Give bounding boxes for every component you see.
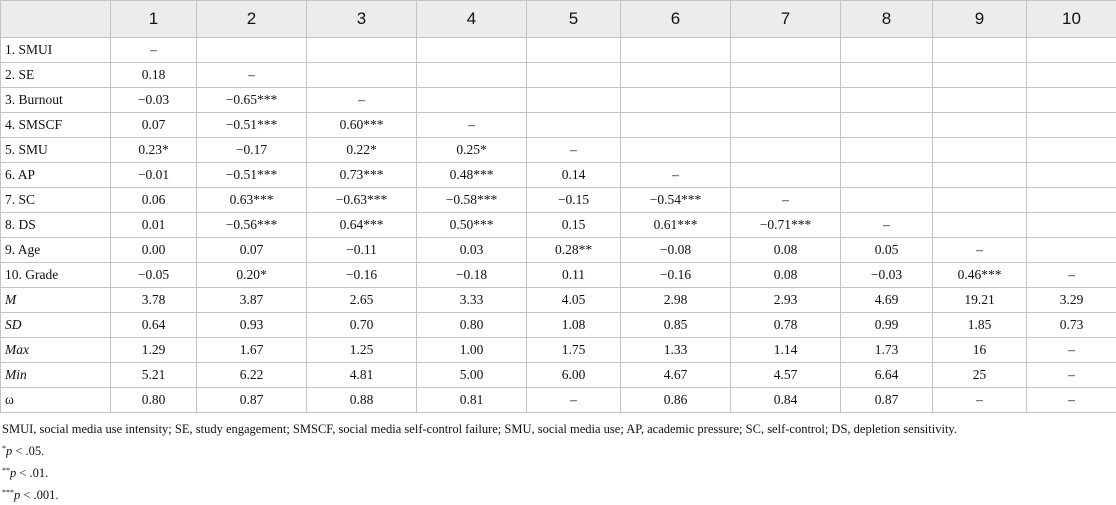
table-cell: 0.88 bbox=[307, 388, 417, 413]
table-cell: 5.00 bbox=[417, 363, 527, 388]
threshold: < .05. bbox=[12, 444, 44, 458]
table-cell bbox=[933, 38, 1027, 63]
table-cell: 1.73 bbox=[841, 338, 933, 363]
table-cell bbox=[1027, 138, 1116, 163]
row-label: 9. Age bbox=[1, 238, 111, 263]
stars: *** bbox=[2, 488, 14, 497]
table-cell bbox=[731, 163, 841, 188]
significance-note-001 bbox=[2, 483, 1116, 505]
table-cell: 1.25 bbox=[307, 338, 417, 363]
row-label: Max bbox=[1, 338, 111, 363]
table-cell: – bbox=[1027, 338, 1116, 363]
table-cell: −0.05 bbox=[111, 263, 197, 288]
table-cell: −0.16 bbox=[621, 263, 731, 288]
table-cell bbox=[621, 63, 731, 88]
table-cell: 1.29 bbox=[111, 338, 197, 363]
table-cell bbox=[417, 38, 527, 63]
header-cell: 8 bbox=[841, 1, 933, 38]
table-cell: 2.65 bbox=[307, 288, 417, 313]
table-cell: 1.00 bbox=[417, 338, 527, 363]
table-cell bbox=[1027, 163, 1116, 188]
table-cell: 0.73 bbox=[1027, 313, 1116, 338]
table-cell: 4.67 bbox=[621, 363, 731, 388]
table-cell: 4.05 bbox=[527, 288, 621, 313]
table-cell bbox=[417, 88, 527, 113]
row-label: ω bbox=[1, 388, 111, 413]
table-cell bbox=[1027, 88, 1116, 113]
table-cell: −0.56*** bbox=[197, 213, 307, 238]
table-cell: – bbox=[527, 388, 621, 413]
table-cell: −0.15 bbox=[527, 188, 621, 213]
table-cell: −0.16 bbox=[307, 263, 417, 288]
table-cell: 16 bbox=[933, 338, 1027, 363]
table-cell bbox=[1027, 38, 1116, 63]
table-cell: −0.11 bbox=[307, 238, 417, 263]
table-cell: 0.93 bbox=[197, 313, 307, 338]
table-cell bbox=[307, 63, 417, 88]
table-cell: 4.57 bbox=[731, 363, 841, 388]
table-cell: – bbox=[417, 113, 527, 138]
table-cell: 6.22 bbox=[197, 363, 307, 388]
table-cell bbox=[197, 38, 307, 63]
table-row bbox=[1, 188, 1116, 213]
table-cell: 0.46*** bbox=[933, 263, 1027, 288]
table-cell bbox=[933, 63, 1027, 88]
table-cell bbox=[621, 38, 731, 63]
table-cell: 1.85 bbox=[933, 313, 1027, 338]
table-cell: 0.81 bbox=[417, 388, 527, 413]
table-cell bbox=[731, 38, 841, 63]
row-label: 4. SMSCF bbox=[1, 113, 111, 138]
table-cell: – bbox=[1027, 263, 1116, 288]
table-cell: – bbox=[111, 38, 197, 63]
table-cell: 0.70 bbox=[307, 313, 417, 338]
table-row bbox=[1, 138, 1116, 163]
table-cell: 0.08 bbox=[731, 238, 841, 263]
table-row bbox=[1, 288, 1116, 313]
p-symbol: p bbox=[10, 466, 16, 480]
table-cell: −0.03 bbox=[111, 88, 197, 113]
table-cell: 0.00 bbox=[111, 238, 197, 263]
table-cell: −0.58*** bbox=[417, 188, 527, 213]
table-cell bbox=[933, 113, 1027, 138]
significance-note-05 bbox=[2, 439, 1116, 461]
table-cell: 0.64*** bbox=[307, 213, 417, 238]
table-cell bbox=[417, 63, 527, 88]
table-cell bbox=[527, 38, 621, 63]
table-cell: 0.78 bbox=[731, 313, 841, 338]
table-cell: 2.93 bbox=[731, 288, 841, 313]
table-cell: 3.29 bbox=[1027, 288, 1116, 313]
table-header bbox=[1, 1, 1116, 38]
stars: ** bbox=[2, 466, 10, 475]
table-cell: −0.54*** bbox=[621, 188, 731, 213]
table-cell bbox=[621, 138, 731, 163]
table-cell: 0.99 bbox=[841, 313, 933, 338]
table-cell: – bbox=[197, 63, 307, 88]
table-row bbox=[1, 63, 1116, 88]
table-cell: 3.33 bbox=[417, 288, 527, 313]
table-row bbox=[1, 313, 1116, 338]
table-cell: 0.61*** bbox=[621, 213, 731, 238]
header-cell bbox=[1, 1, 111, 38]
table-cell bbox=[933, 138, 1027, 163]
table-cell: 19.21 bbox=[933, 288, 1027, 313]
table-cell bbox=[621, 113, 731, 138]
table-row bbox=[1, 113, 1116, 138]
table-cell: 1.33 bbox=[621, 338, 731, 363]
table-cell: −0.51*** bbox=[197, 113, 307, 138]
table-cell bbox=[933, 188, 1027, 213]
table-cell: −0.17 bbox=[197, 138, 307, 163]
table-row bbox=[1, 213, 1116, 238]
table-cell: 4.81 bbox=[307, 363, 417, 388]
header-cell: 3 bbox=[307, 1, 417, 38]
table-cell: 1.75 bbox=[527, 338, 621, 363]
stars: * bbox=[2, 444, 6, 453]
row-label: 10. Grade bbox=[1, 263, 111, 288]
table-cell: 0.07 bbox=[111, 113, 197, 138]
table-cell bbox=[527, 63, 621, 88]
table-cell: – bbox=[841, 213, 933, 238]
table-cell: −0.01 bbox=[111, 163, 197, 188]
table-cell: 5.21 bbox=[111, 363, 197, 388]
table-cell: – bbox=[621, 163, 731, 188]
table-cell bbox=[933, 213, 1027, 238]
table-cell: – bbox=[933, 388, 1027, 413]
table-cell bbox=[527, 113, 621, 138]
abbreviations-note: SMUI, social media use intensity; SE, study engagement; SMSCF, social media self-control failure; SMU, social media use; AP, academic pressure; SC, self-control; DS, depletion sensitivity. bbox=[2, 420, 1116, 439]
table-cell: 0.03 bbox=[417, 238, 527, 263]
table-cell: 4.69 bbox=[841, 288, 933, 313]
table-cell bbox=[731, 88, 841, 113]
table-cell bbox=[1027, 188, 1116, 213]
header-cell: 2 bbox=[197, 1, 307, 38]
table-cell bbox=[731, 63, 841, 88]
table-cell: 0.48*** bbox=[417, 163, 527, 188]
table-cell: 0.23* bbox=[111, 138, 197, 163]
table-cell bbox=[1027, 113, 1116, 138]
row-label: 8. DS bbox=[1, 213, 111, 238]
table-cell bbox=[731, 113, 841, 138]
table-cell: 3.78 bbox=[111, 288, 197, 313]
table-cell: 0.80 bbox=[111, 388, 197, 413]
table-cell: – bbox=[731, 188, 841, 213]
table-cell: 0.01 bbox=[111, 213, 197, 238]
header-cell: 10 bbox=[1027, 1, 1116, 38]
table-body bbox=[1, 38, 1116, 413]
table-cell: 1.67 bbox=[197, 338, 307, 363]
row-label: Min bbox=[1, 363, 111, 388]
table-cell: −0.08 bbox=[621, 238, 731, 263]
table-cell: 0.06 bbox=[111, 188, 197, 213]
table-cell: 0.08 bbox=[731, 263, 841, 288]
table-cell: −0.03 bbox=[841, 263, 933, 288]
table-cell: 25 bbox=[933, 363, 1027, 388]
table-cell: −0.51*** bbox=[197, 163, 307, 188]
table-cell: 0.64 bbox=[111, 313, 197, 338]
table-cell: – bbox=[933, 238, 1027, 263]
table-cell: 0.73*** bbox=[307, 163, 417, 188]
table-row bbox=[1, 388, 1116, 413]
row-label: M bbox=[1, 288, 111, 313]
header-cell: 7 bbox=[731, 1, 841, 38]
table-row bbox=[1, 363, 1116, 388]
row-label: SD bbox=[1, 313, 111, 338]
table-cell bbox=[307, 38, 417, 63]
table-cell bbox=[933, 163, 1027, 188]
header-cell: 9 bbox=[933, 1, 1027, 38]
threshold: < .01. bbox=[16, 466, 48, 480]
row-label: 2. SE bbox=[1, 63, 111, 88]
table-cell: 0.87 bbox=[197, 388, 307, 413]
table-cell: 0.25* bbox=[417, 138, 527, 163]
table-cell: 0.84 bbox=[731, 388, 841, 413]
row-label: 3. Burnout bbox=[1, 88, 111, 113]
significance-note-01 bbox=[2, 461, 1116, 483]
table-cell bbox=[841, 63, 933, 88]
table-cell: −0.63*** bbox=[307, 188, 417, 213]
table-cell: −0.18 bbox=[417, 263, 527, 288]
table-cell bbox=[841, 163, 933, 188]
table-cell: – bbox=[1027, 388, 1116, 413]
table-cell bbox=[1027, 238, 1116, 263]
table-cell: 0.14 bbox=[527, 163, 621, 188]
header-cell: 1 bbox=[111, 1, 197, 38]
table-row bbox=[1, 163, 1116, 188]
table-row bbox=[1, 338, 1116, 363]
p-symbol: p bbox=[14, 488, 20, 502]
table-cell bbox=[841, 138, 933, 163]
header-cell: 6 bbox=[621, 1, 731, 38]
table-cell bbox=[1027, 63, 1116, 88]
table-cell: – bbox=[527, 138, 621, 163]
table-cell: 0.85 bbox=[621, 313, 731, 338]
row-label: 1. SMUI bbox=[1, 38, 111, 63]
table-cell: 0.11 bbox=[527, 263, 621, 288]
table-cell: 0.07 bbox=[197, 238, 307, 263]
row-label: 5. SMU bbox=[1, 138, 111, 163]
table-cell: 6.00 bbox=[527, 363, 621, 388]
table-cell: 3.87 bbox=[197, 288, 307, 313]
row-label: 6. AP bbox=[1, 163, 111, 188]
table-cell: 0.50*** bbox=[417, 213, 527, 238]
table-cell bbox=[841, 188, 933, 213]
table-row bbox=[1, 263, 1116, 288]
table-cell: – bbox=[307, 88, 417, 113]
table-cell: 0.80 bbox=[417, 313, 527, 338]
table-cell bbox=[731, 138, 841, 163]
table-cell: 6.64 bbox=[841, 363, 933, 388]
table-cell bbox=[621, 88, 731, 113]
table-cell: 1.14 bbox=[731, 338, 841, 363]
table-cell bbox=[1027, 213, 1116, 238]
header-cell: 5 bbox=[527, 1, 621, 38]
table-cell: 0.87 bbox=[841, 388, 933, 413]
threshold: < .001. bbox=[20, 488, 58, 502]
table-cell bbox=[527, 88, 621, 113]
table-cell bbox=[933, 88, 1027, 113]
table-cell bbox=[841, 38, 933, 63]
table-cell: 0.20* bbox=[197, 263, 307, 288]
table-row bbox=[1, 88, 1116, 113]
table-notes bbox=[0, 420, 1116, 505]
table-cell: 0.05 bbox=[841, 238, 933, 263]
row-label: 7. SC bbox=[1, 188, 111, 213]
table-cell: 1.08 bbox=[527, 313, 621, 338]
table-cell: 0.15 bbox=[527, 213, 621, 238]
table-cell: 0.63*** bbox=[197, 188, 307, 213]
table-cell bbox=[841, 88, 933, 113]
table-cell: 0.86 bbox=[621, 388, 731, 413]
table-cell: 0.18 bbox=[111, 63, 197, 88]
table-cell: −0.65*** bbox=[197, 88, 307, 113]
header-row bbox=[1, 1, 1116, 38]
table-cell: −0.71*** bbox=[731, 213, 841, 238]
table-row bbox=[1, 238, 1116, 263]
p-symbol: p bbox=[6, 444, 12, 458]
table-cell: 0.22* bbox=[307, 138, 417, 163]
table-row bbox=[1, 38, 1116, 63]
header-cell: 4 bbox=[417, 1, 527, 38]
table-cell: 2.98 bbox=[621, 288, 731, 313]
table-cell: 0.60*** bbox=[307, 113, 417, 138]
table-cell: – bbox=[1027, 363, 1116, 388]
table-cell: 0.28** bbox=[527, 238, 621, 263]
table-cell bbox=[841, 113, 933, 138]
